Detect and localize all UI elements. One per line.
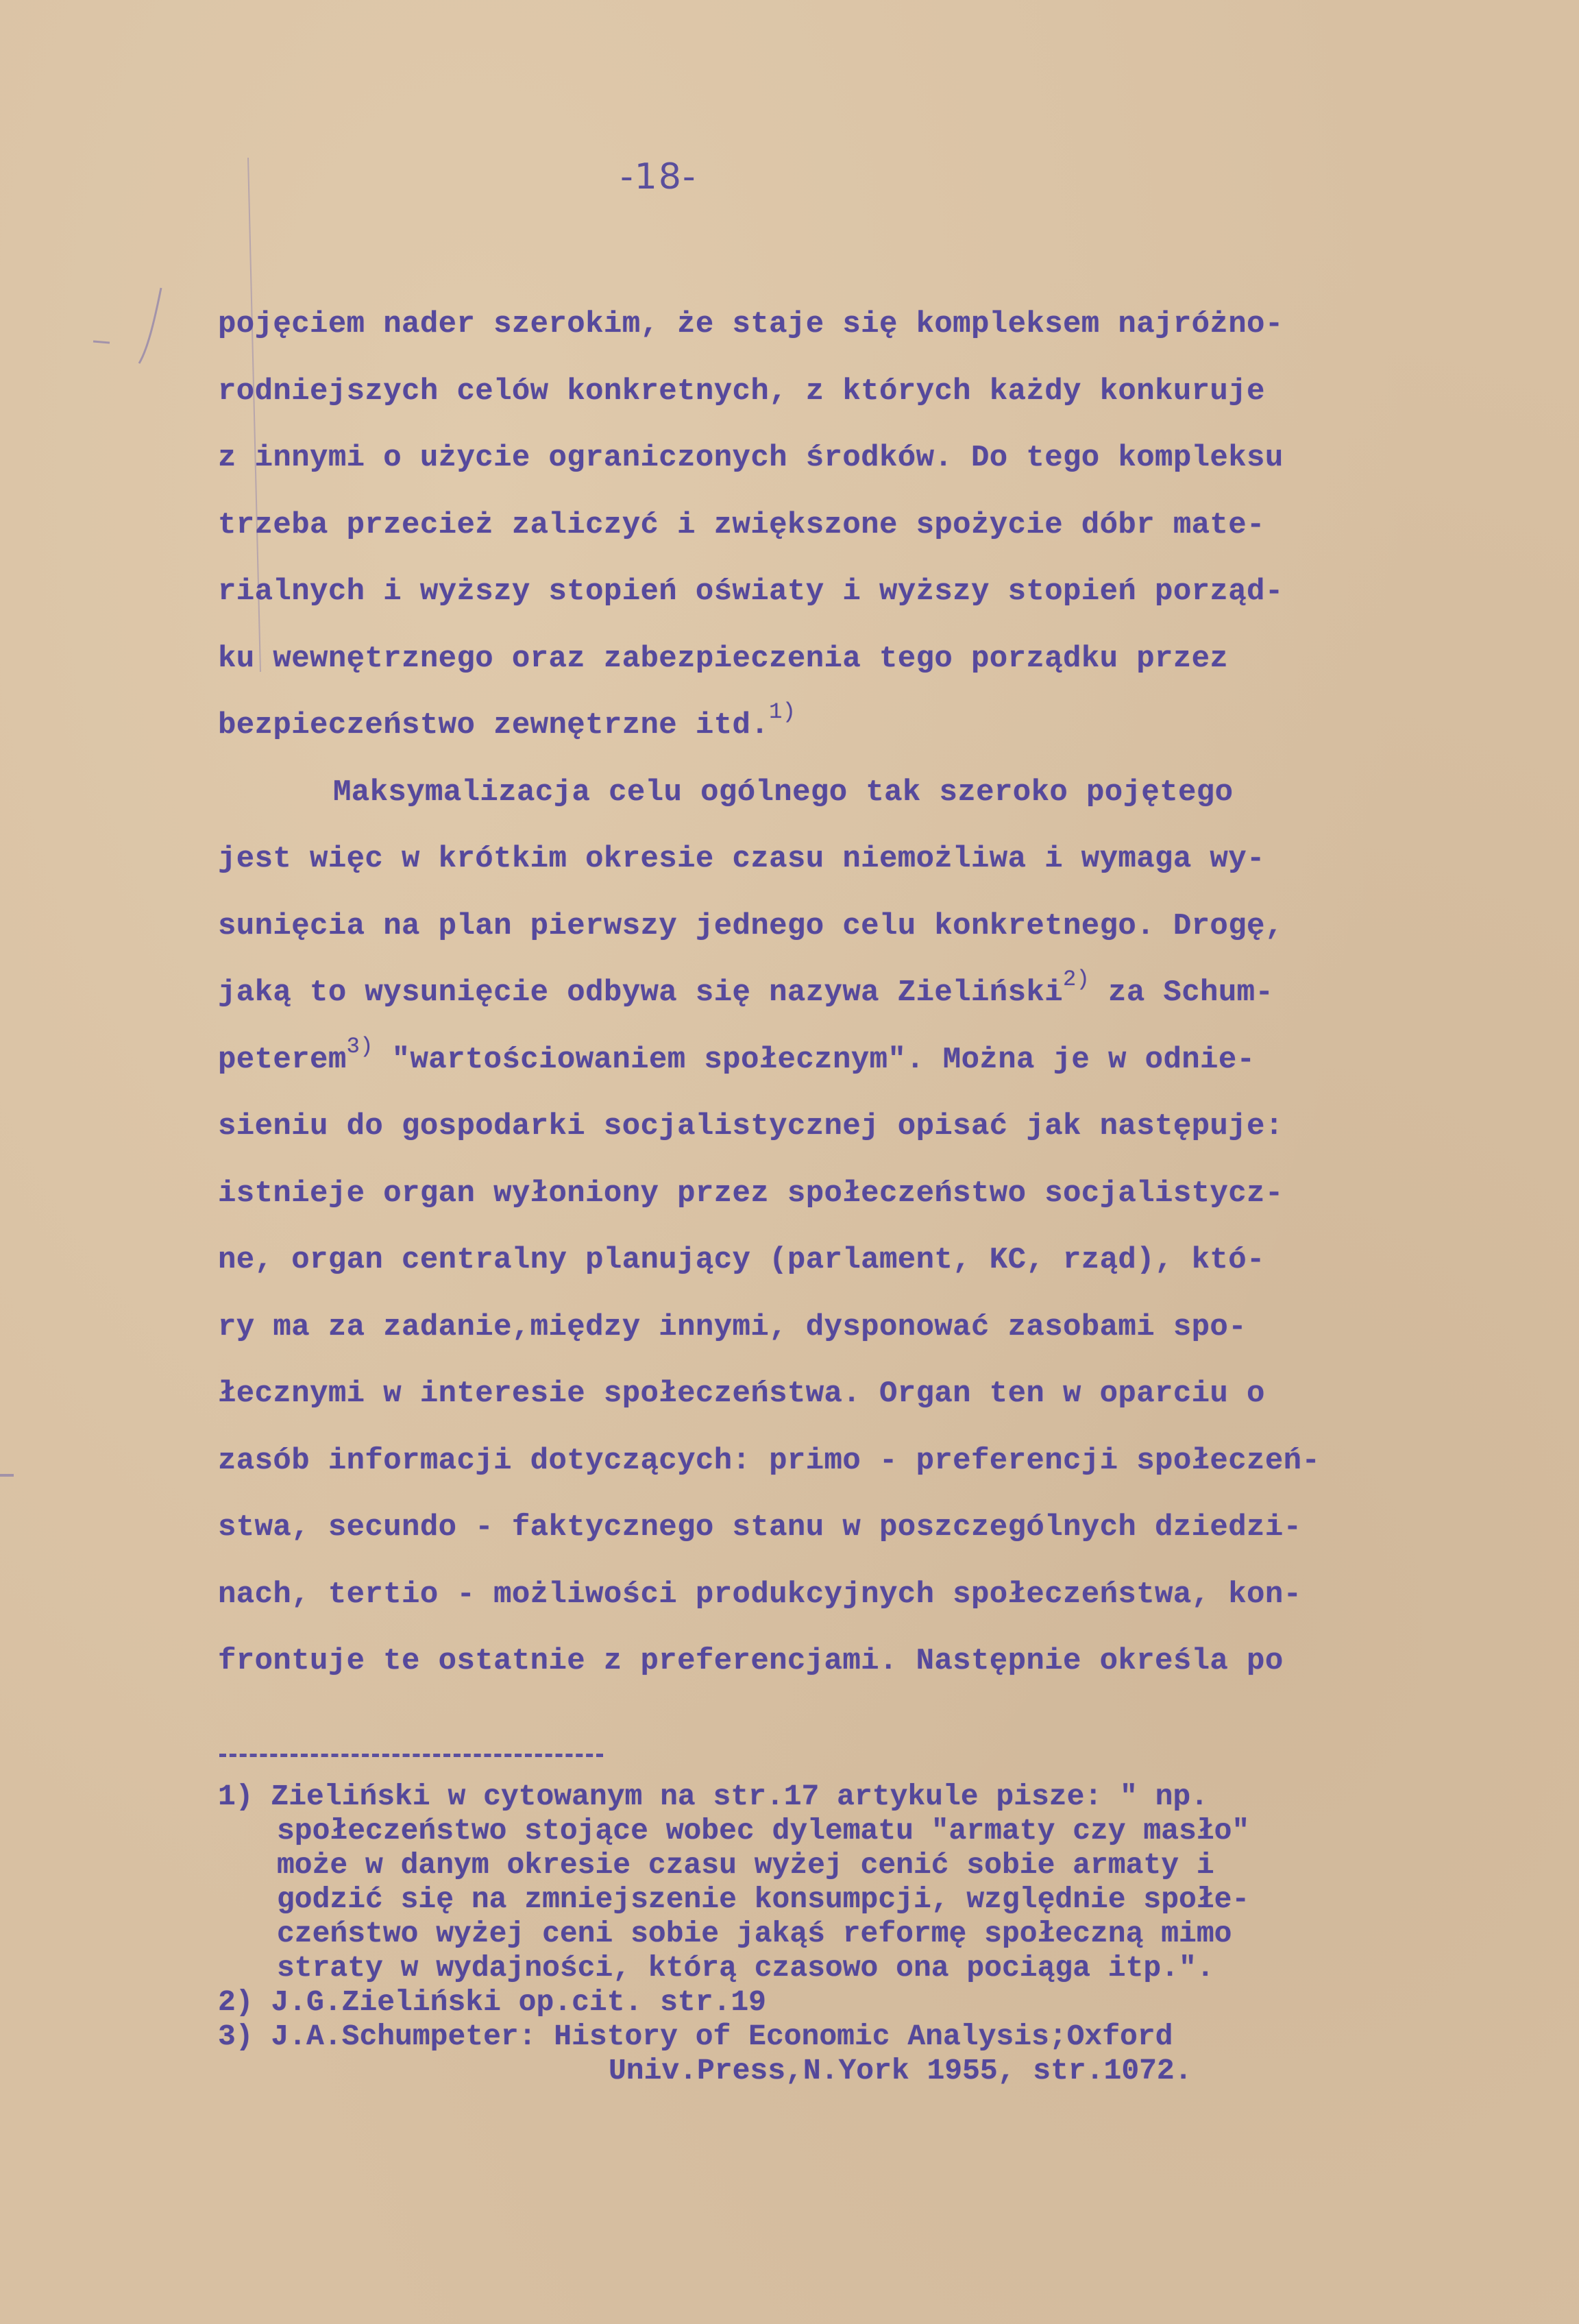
- footnote-text: może w danym okresie czasu wyżej cenić sobie armaty i: [277, 1848, 1214, 1882]
- text-line: [218, 1027, 1506, 1094]
- text-line: frontuje te ostatnie z preferencjami. Następnie określa po: [218, 1644, 1284, 1678]
- footnote-text: J.A.Schumpeter: History of Economic Analysis;Oxford: [271, 2020, 1173, 2053]
- text-line: nach, tertio - możliwości produkcyjnych społeczeństwa, kon-: [218, 1577, 1302, 1612]
- text-segment: za Schum-: [1090, 976, 1274, 1010]
- footnote-ref-2: 2): [1063, 967, 1090, 992]
- footnotes: [218, 1780, 1493, 2088]
- text-segment: peterem: [218, 1042, 347, 1077]
- footnote-text: godzić się na zmniejszenie konsumpcji, względnie społe-: [277, 1883, 1250, 1916]
- footnote-text: Univ.Press,N.York 1955, str.1072.: [609, 2054, 1192, 2087]
- footnote-text: Zieliński w cytowanym na str.17 artykule pisze: " np.: [271, 1780, 1209, 1813]
- text-line: trzeba przecież zaliczyć i zwiększone spożycie dóbr mate-: [218, 507, 1265, 542]
- footnote-separator: [219, 1754, 603, 1757]
- text-segment: bezpieczeństwo zewnętrzne itd.: [218, 708, 770, 742]
- text-line: istnieje organ wyłoniony przez społeczeństwo socjalistycz-: [218, 1176, 1284, 1211]
- text-line: pojęciem nader szerokim, że staje się kompleksem najróżno-: [218, 307, 1284, 341]
- margin-pencil-stroke: [139, 288, 161, 363]
- text-line: rodniejszych celów konkretnych, z których każdy konkuruje: [218, 374, 1265, 409]
- text-line: [218, 692, 1506, 760]
- text-line: ry ma za zadanie,między innymi, dysponować zasobami spo-: [218, 1309, 1247, 1344]
- text-line: sieniu do gospodarki socjalistycznej opisać jak następuje:: [218, 1109, 1284, 1143]
- text-line: łecznymi w interesie społeczeństwa. Organ ten w oparciu o: [218, 1377, 1265, 1411]
- margin-dash: [93, 341, 110, 343]
- text-line: ne, organ centralny planujący (parlament, KC, rząd), któ-: [218, 1243, 1265, 1277]
- text-line: [218, 960, 1506, 1027]
- text-line: z innymi o użycie ograniczonych środków. Do tego kompleksu: [218, 441, 1284, 475]
- text-line: rialnych i wyższy stopień oświaty i wyższy stopień porząd-: [218, 574, 1284, 609]
- footnote-1: [218, 1780, 1493, 1814]
- main-text: [218, 291, 1506, 1695]
- footnote-text: społeczeństwo stojące wobec dylematu "armaty czy masło": [277, 1814, 1250, 1848]
- text-line: ku wewnętrznego oraz zabezpieczenia tego porządku przez: [218, 641, 1229, 676]
- text-line: zasób informacji dotyczących: primo - preferencji społeczeń-: [218, 1443, 1321, 1478]
- paragraph-start-line: Maksymalizacja celu ogólnego tak szeroko pojętego: [333, 775, 1234, 810]
- footnote-3: [218, 2020, 1493, 2054]
- footnote-marker: 2): [218, 1985, 254, 2019]
- text-line: jest więc w krótkim okresie czasu niemożliwa i wymaga wy-: [218, 842, 1265, 876]
- page-number: -18-: [620, 156, 697, 197]
- footnote-text: straty w wydajności, którą czasowo ona pociąga itp.".: [277, 1951, 1214, 1985]
- footnote-text: J.G.Zieliński op.cit. str.19: [271, 1985, 766, 2019]
- footnote-2: [218, 1985, 1493, 2020]
- footnote-ref-1: 1): [769, 699, 796, 725]
- footnote-text: czeństwo wyżej ceni sobie jakąś reformę społeczną mimo: [277, 1917, 1232, 1950]
- text-segment: "wartościowaniem społecznym". Można je w odnie-: [373, 1042, 1256, 1077]
- footnote-ref-3: 3): [346, 1033, 374, 1059]
- footnote-marker: 3): [218, 2020, 254, 2053]
- text-segment: jaką to wysunięcie odbywa się nazywa Zieliński: [218, 976, 1063, 1010]
- text-line: stwa, secundo - faktycznego stanu w poszczególnych dziedzi-: [218, 1510, 1302, 1545]
- text-line: sunięcia na plan pierwszy jednego celu konkretnego. Drogę,: [218, 908, 1284, 943]
- footnote-marker: 1): [218, 1780, 254, 1813]
